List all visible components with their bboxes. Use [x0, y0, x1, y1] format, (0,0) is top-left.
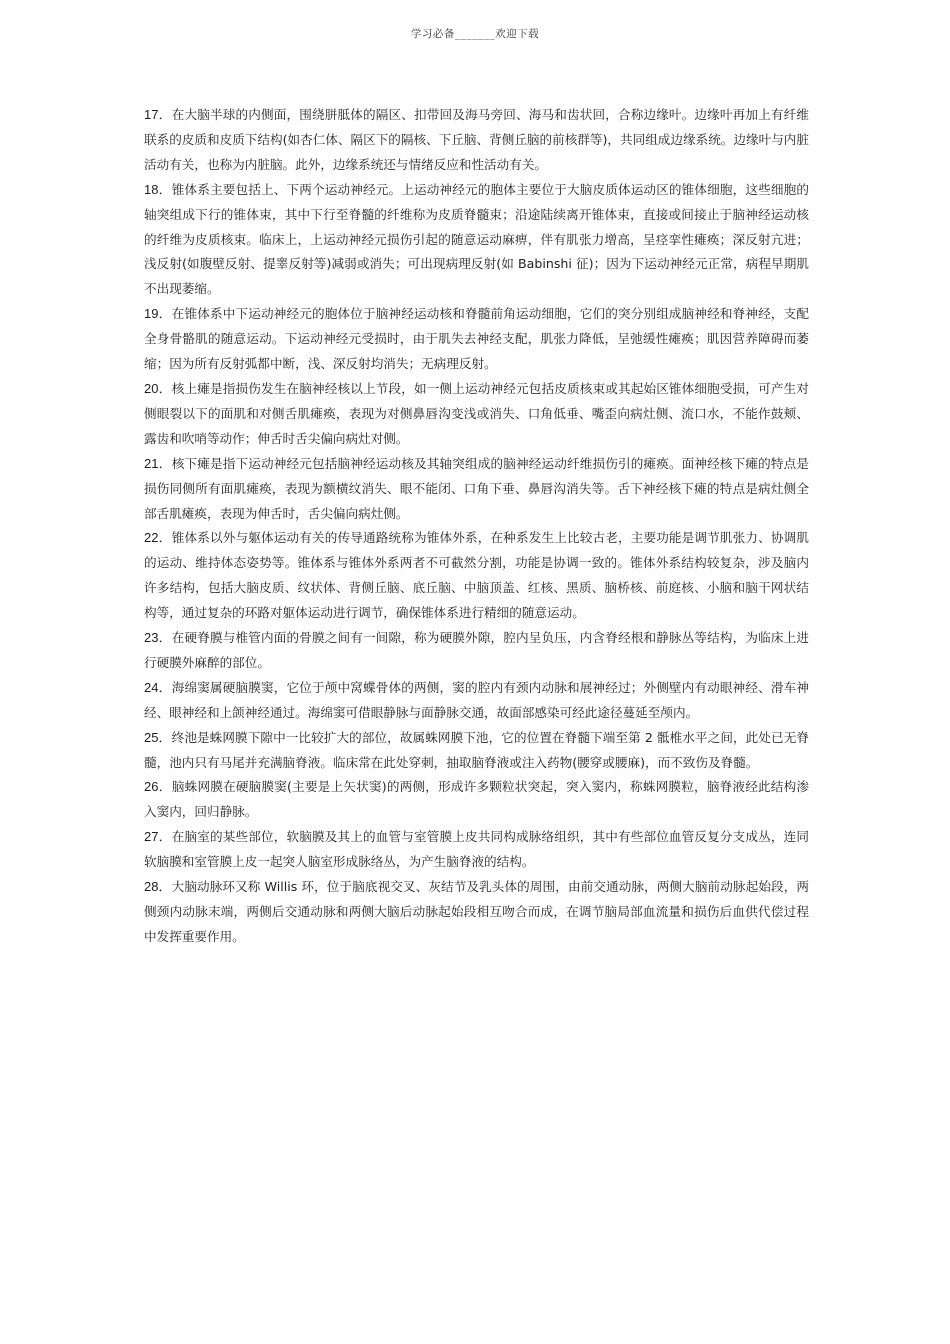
entry-text: 大脑动脉环又称 Willis 环，位于脑底视交叉、灰结节及乳头体的周围，由前交通动脉，两侧大脑前动脉起始段，两侧颈内动脉末端，两侧后交通动脉和两侧大脑后动脉起始段相互吻合而成，在调节脑局部血流量和损伤后血供代偿过程中发挥重要作用。 [144, 879, 809, 944]
entry-number: 19． [144, 306, 172, 322]
entry-19 [144, 302, 809, 377]
entry-text: 锥体系以外与躯体运动有关的传导通路统称为锥体外系，在种系发生上比较古老，主要功能是调节肌张力、协调肌的运动、维持体态姿势等。锥体系与锥体外系两者不可截然分割，功能是协调一致的。锥体外系结构较复杂，涉及脑内许多结构，包括大脑皮质、纹状体、背侧丘脑、底丘脑、中脑顶盖、红核、黑质、脑桥核、前庭核、小脑和脑干网状结构等，通过复杂的环路对躯体运动进行调节，确保锥体系进行精细的随意运动。 [144, 530, 810, 621]
entry-25 [144, 726, 809, 776]
entry-number: 18． [144, 181, 172, 197]
entry-18 [144, 178, 809, 303]
entry-number: 20． [144, 380, 172, 396]
entry-text: 核上瘫是指损伤发生在脑神经核以上节段，如一侧上运动神经元包括皮质核束或其起始区锥体细胞受损，可产生对侧眼裂以下的面肌和对侧舌肌瘫痪，表现为对侧鼻唇沟变浅或消失、口角低垂、嘴歪向病灶侧、流口水，不能作鼓颊、露齿和吹哨等动作；伸舌时舌尖偏向病灶对侧。 [144, 380, 810, 446]
entry-text: 在大脑半球的内侧面，围绕胼胝体的隔区、扣带回及海马旁回、海马和齿状回，合称边缘叶。边缘叶再加上有纤维联系的皮质和皮质下结构(如杏仁体、隔区下的隔核、下丘脑、背侧丘脑的前核群等)，共同组成边缘系统。边缘叶与内脏活动有关，也称为内脏脑。此外，边缘系统还与情绪反应和性活动有关。 [144, 107, 810, 172]
entry-text: 核下瘫是指下运动神经元包括脑神经运动核及其轴突组成的脑神经运动纤维损伤引的瘫痪。面神经核下瘫的特点是损伤同侧所有面肌瘫痪，表现为额横纹消失、眼不能闭、口角下垂、鼻唇沟消失等。舌下神经核下瘫的特点是病灶侧全部舌肌瘫痪，表现为伸舌时，舌尖偏向病灶侧。 [144, 455, 810, 521]
entry-number: 23． [144, 630, 172, 646]
entry-26 [144, 775, 809, 825]
entry-24 [144, 676, 809, 726]
entry-number: 21． [144, 455, 172, 471]
entry-28 [144, 875, 809, 950]
entry-text: 在脑室的某些部位，软脑膜及其上的血管与室管膜上皮共同构成脉络组织，其中有些部位血管反复分支成丛，连同软脑膜和室管膜上皮一起突人脑室形成脉络丛，为产生脑脊液的结构。 [144, 829, 810, 870]
entry-number: 27． [144, 829, 172, 845]
entry-number: 28． [144, 879, 172, 895]
entry-23 [144, 626, 809, 676]
entry-text: 脑蛛网膜在硬脑膜窦(主要是上矢状窦)的两侧，形成许多颗粒状突起，突入窦内，称蛛网膜粒，脑脊液经此结构渗入窦内，回归静脉。 [144, 779, 809, 820]
entry-text: 海绵窦属硬脑膜窦，它位于颅中窝蝶骨体的两侧，窦的腔内有颈内动脉和展神经过；外侧壁内有动眼神经、滑车神经、眼神经和上颌神经通过。海绵窦可借眼静脉与面静脉交通，故面部感染可经此途径蔓延至颅内。 [144, 679, 810, 720]
entry-text: 在硬脊膜与椎管内面的骨膜之间有一间隙，称为硬膜外隙，腔内呈负压，内含脊经根和静脉丛等结构，为临床上进行硬膜外麻醉的部位。 [144, 630, 810, 670]
entry-number: 25． [144, 729, 172, 745]
entry-20 [144, 377, 809, 452]
entry-text: 终池是蛛网膜下隙中一比较扩大的部位，故属蛛网膜下池，它的位置在脊髓下端至第 2 骶椎水平之间，此处已无脊髓，池内只有马尾并充满脑脊液。临床常在此处穿刺，抽取脑脊液或注入药物(腰穿或腰麻)，而不致伤及脊髓。 [144, 729, 809, 770]
entry-text: 锥体系主要包括上、下两个运动神经元。上运动神经元的胞体主要位于大脑皮质体运动区的锥体细胞，这些细胞的轴突组成下行的锥体束，其中下行至脊髓的纤维称为皮质脊髓束；沿途陆续离开锥体束，直接或间接止于脑神经运动核的纤维为皮质核束。临床上，上运动神经元损伤引起的随意运动麻痹，伴有肌张力增高，呈痉挛性瘫痪；深反射亢进；浅反射(如腹壁反射、提睾反射等)减弱或消失；可出现病理反射(如 Babinshi 征)；因为下运动神经元正常，病程早期肌不出现萎缩。 [144, 181, 810, 297]
entry-17 [144, 103, 809, 178]
entry-22 [144, 526, 809, 626]
document-body [144, 103, 809, 950]
entry-number: 24． [144, 679, 172, 695]
entry-21 [144, 452, 809, 527]
entry-text: 在锥体系中下运动神经元的胞体位于脑神经运动核和脊髓前角运动细胞，它们的突分别组成脑神经和脊神经，支配全身骨骼肌的随意运动。下运动神经元受损时，由于肌失去神经支配，肌张力降低，呈弛缓性瘫痪；肌因营养障碍而萎缩；因为所有反射弧都中断，浅、深反射均消失；无病理反射。 [144, 306, 810, 372]
page-header: 学习必备_______欢迎下载 [410, 28, 540, 40]
entry-27 [144, 825, 809, 875]
entry-number: 22． [144, 530, 172, 546]
entry-number: 26． [144, 779, 172, 795]
entry-number: 17． [144, 107, 172, 122]
